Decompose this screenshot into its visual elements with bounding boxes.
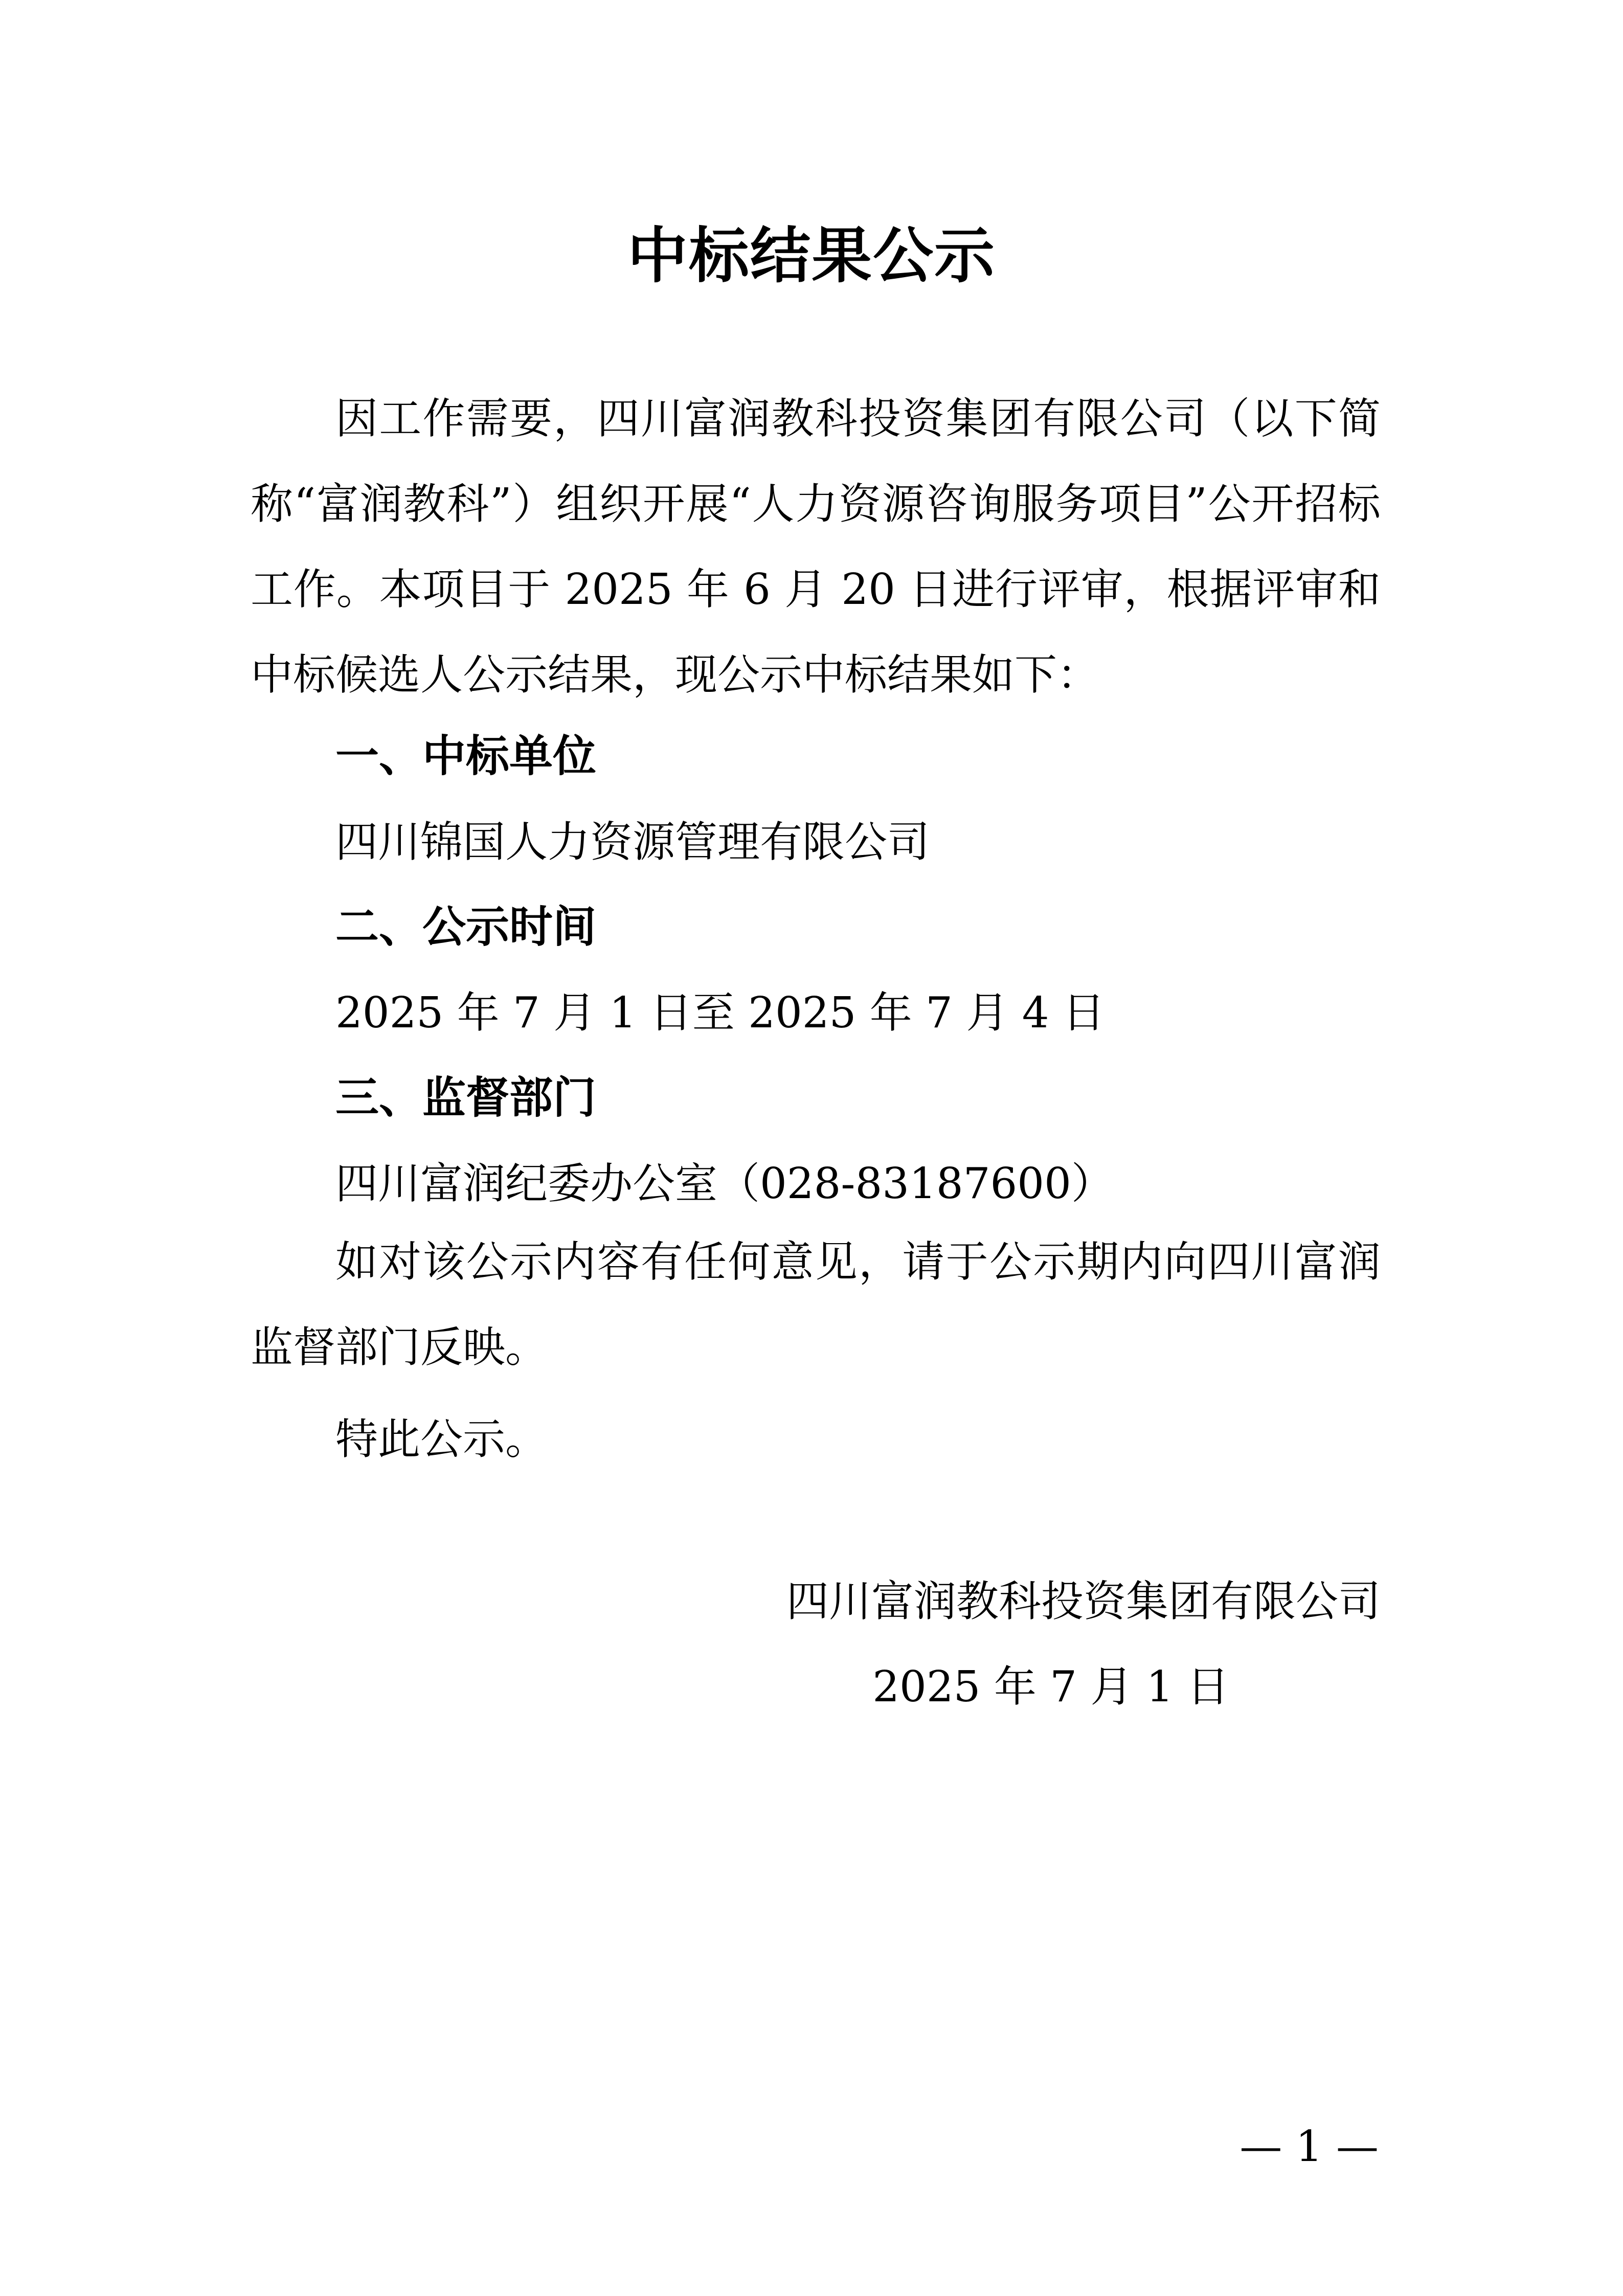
section-heading-publicity-period: 二、公示时间 <box>335 902 597 953</box>
page-title: 中标结果公示 <box>627 220 996 291</box>
winning-bidder-name: 四川锦国人力资源管理有限公司 <box>335 817 930 867</box>
supervision-dept-contact: 四川富润纪委办公室（028-83187600） <box>335 1159 1114 1208</box>
closing-statement: 特此公示。 <box>335 1414 548 1464</box>
page-number: — 1 — <box>1239 2122 1379 2171</box>
signature-date: 2025 年 7 月 1 日 <box>872 1662 1229 1712</box>
publicity-period-text: 2025 年 7 月 1 日至 2025 年 7 月 4 日 <box>335 988 1105 1038</box>
feedback-paragraph: 如对该公示内容有任何意见，请于公示期内向四川富润监督部门反映。 <box>251 1237 1381 1372</box>
signature-organization: 四川富润教科投资集团有限公司 <box>786 1577 1381 1626</box>
intro-paragraph: 因工作需要，四川富润教科投资集团有限公司（以下简称“富润教科”）组织开展“人力资源咨询服务项目”公开招标工作。本项目于 2025 年 6 月 20 日进行评审，根据评审和中标候选人公示结果，现公示中标结果如下： <box>251 394 1381 700</box>
section-heading-supervision-dept: 三、监督部门 <box>335 1073 597 1123</box>
section-heading-winning-bidder: 一、中标单位 <box>335 731 597 782</box>
